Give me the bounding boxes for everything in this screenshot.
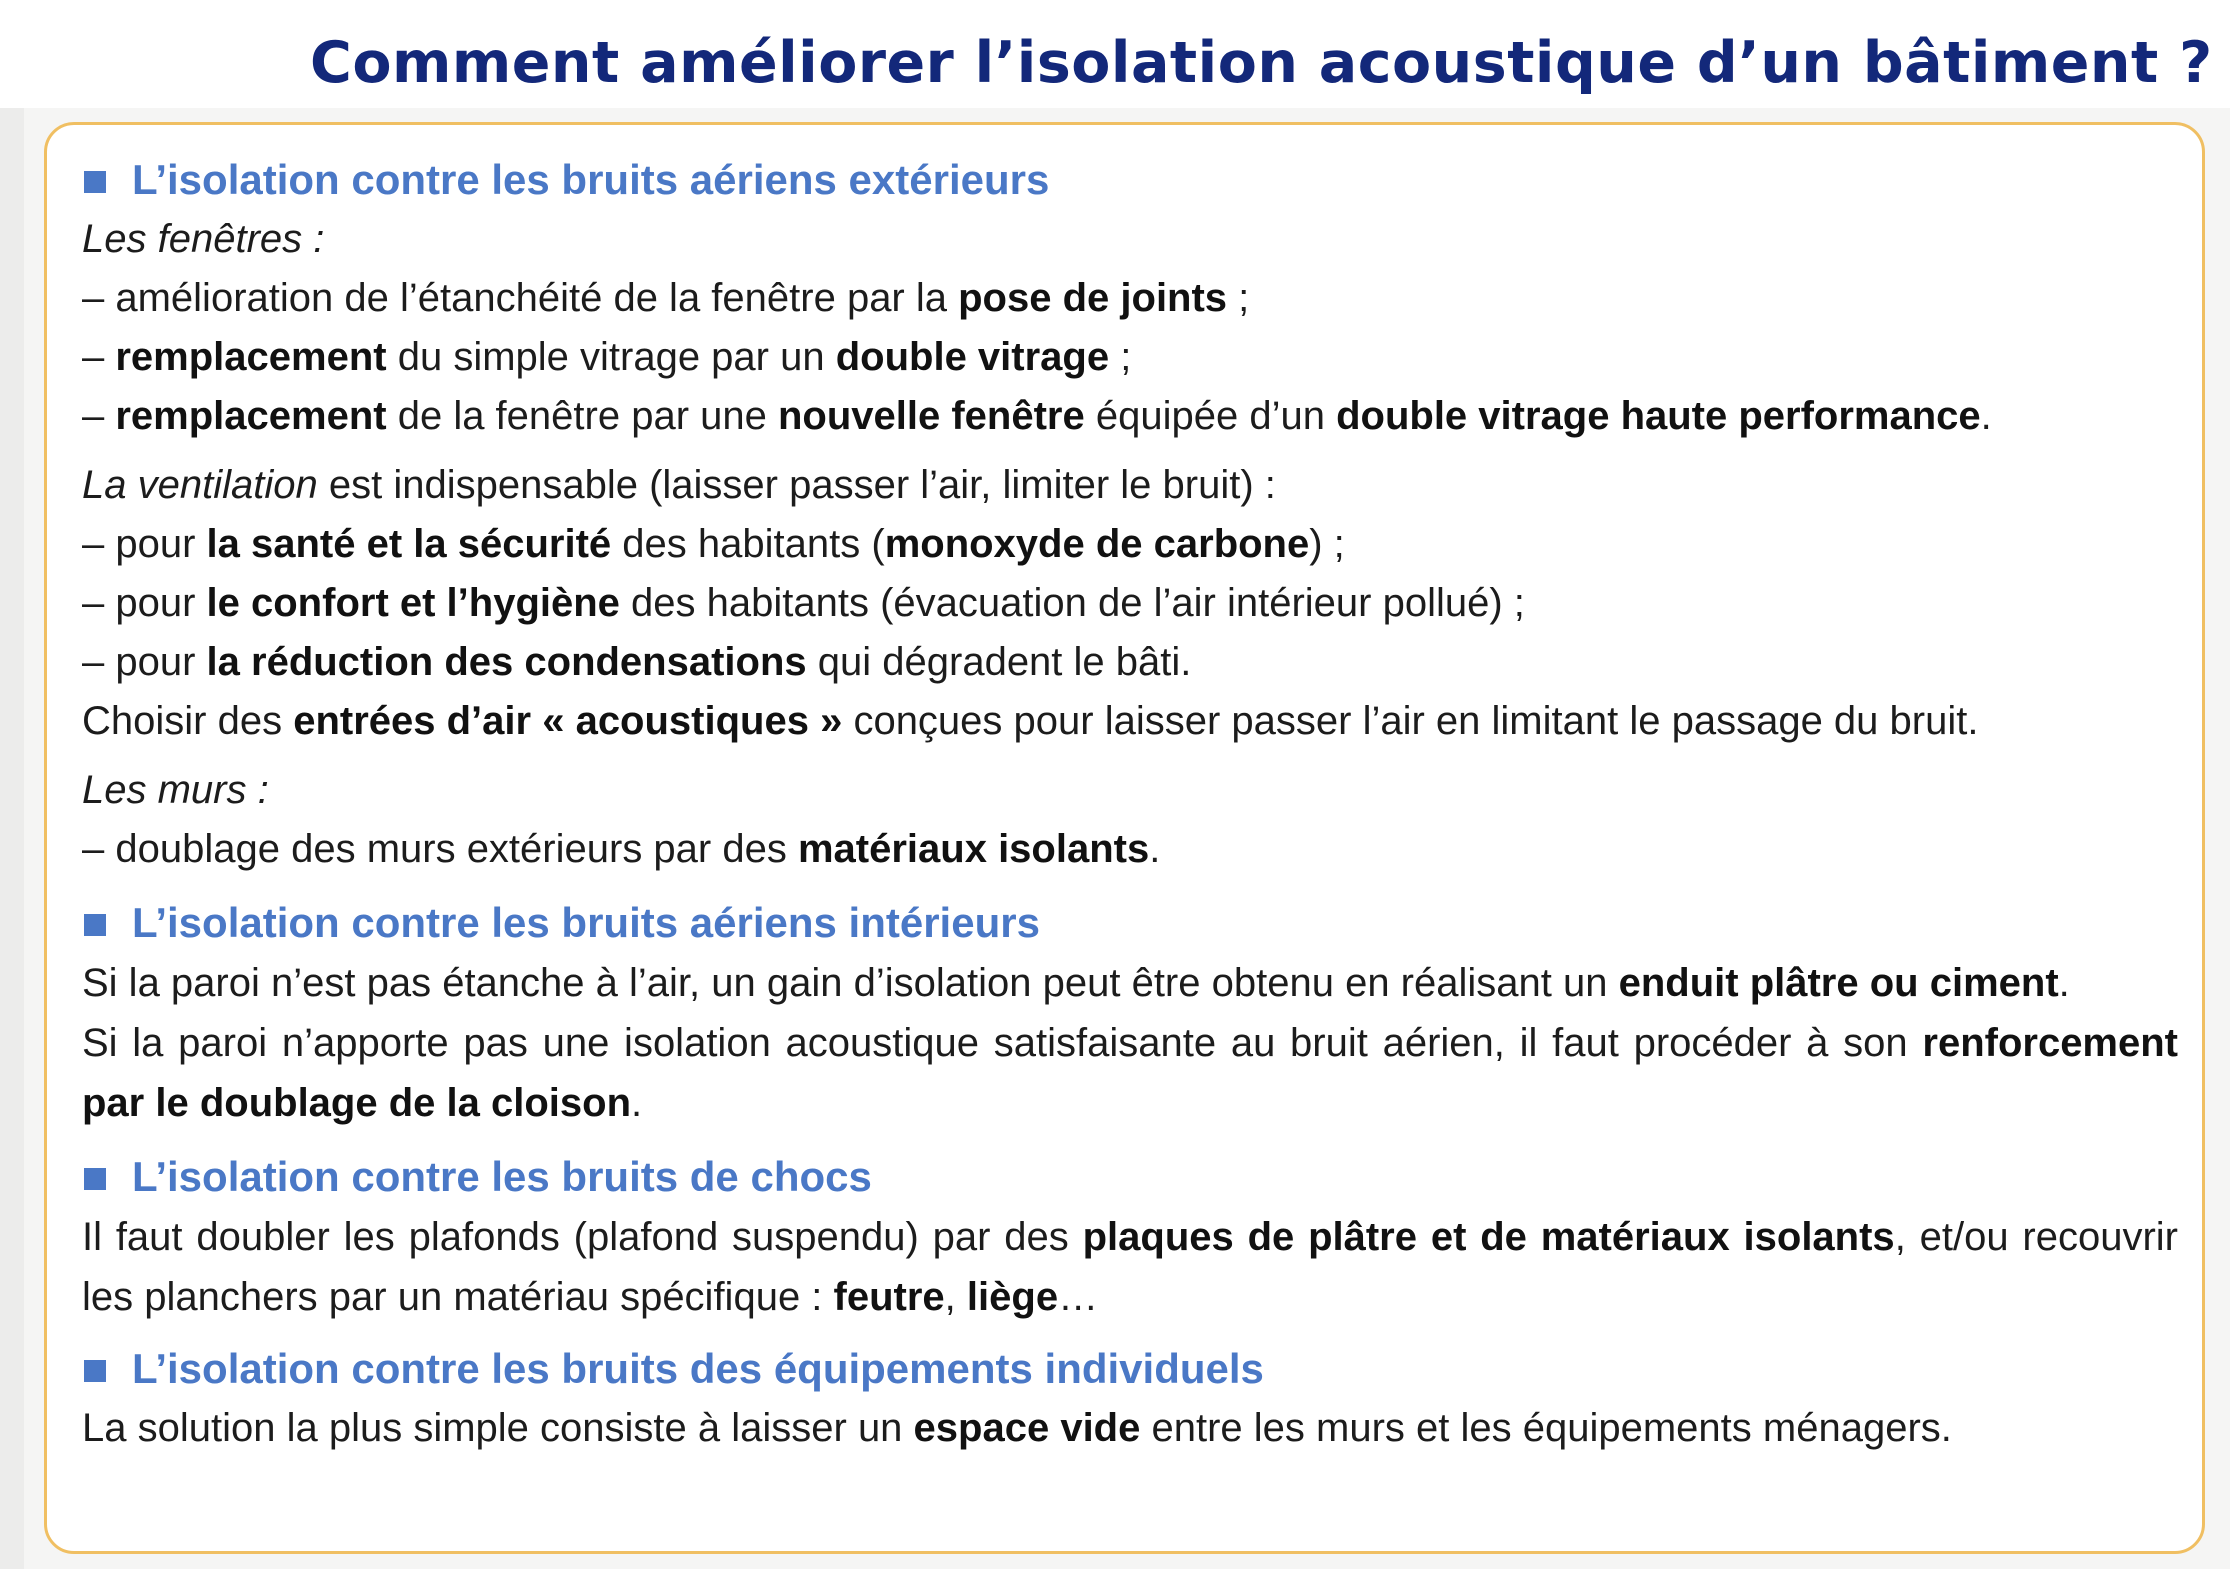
windows-item-3: – remplacement de la fenêtre par une nouvelle fenêtre équipée d’un double vitrage haute performance. (82, 394, 1992, 438)
square-bullet-icon (84, 1360, 106, 1382)
square-bullet-icon (84, 171, 106, 193)
section-heading-interior (82, 893, 2178, 953)
impact-paragraph: Il faut doubler les plafonds (plafond suspendu) par des plaques de plâtre et de matériaux isolants, et/ou recouvrir les planchers par un matériau spécifique : feutre, liège… (82, 1215, 2178, 1319)
section-heading-label: L’isolation contre les bruits aériens extérieurs (132, 156, 1050, 203)
section-heading-equipment (82, 1339, 2178, 1399)
ventilation-item-2: – pour le confort et l’hygiène des habitants (évacuation de l’air intérieur pollué) ; (82, 581, 1525, 625)
ventilation-intro: La ventilation est indispensable (laisser passer l’air, limiter le bruit) : (82, 463, 1276, 507)
windows-item-2: – remplacement du simple vitrage par un double vitrage ; (82, 335, 1132, 379)
windows-item-1: – amélioration de l’étanchéité de la fenêtre par la pose de joints ; (82, 276, 1250, 320)
square-bullet-icon (84, 914, 106, 936)
interior-paragraph-2: Si la paroi n’apporte pas une isolation acoustique satisfaisante au bruit aérien, il faut procéder à son renforcement par le doublage de la cloison. (82, 1021, 2178, 1125)
section-heading-label: L’isolation contre les bruits aériens intérieurs (132, 899, 1040, 946)
walls-label: Les murs : (82, 768, 269, 812)
section-heading-label: L’isolation contre les bruits de chocs (132, 1153, 872, 1200)
content-body (82, 150, 2178, 1458)
page-title: Comment améliorer l’isolation acoustique d’un bâtiment ? (310, 30, 2213, 96)
page-edge-strip (0, 108, 24, 1569)
ventilation-item-3: – pour la réduction des condensations qui dégradent le bâti. (82, 640, 1192, 684)
square-bullet-icon (84, 1168, 106, 1190)
walls-item: – doublage des murs extérieurs par des matériaux isolants. (82, 827, 1161, 871)
ventilation-choose: Choisir des entrées d’air « acoustiques » conçues pour laisser passer l’air en limitant le passage du bruit. (82, 699, 1979, 743)
section-heading-exterior (82, 150, 2178, 210)
section-heading-impact (82, 1147, 2178, 1207)
equipment-paragraph: La solution la plus simple consiste à laisser un espace vide entre les murs et les équipements ménagers. (82, 1406, 1952, 1450)
windows-label: Les fenêtres : (82, 217, 325, 261)
ventilation-item-1: – pour la santé et la sécurité des habitants (monoxyde de carbone) ; (82, 522, 1345, 566)
interior-paragraph-1: Si la paroi n’est pas étanche à l’air, un gain d’isolation peut être obtenu en réalisant un enduit plâtre ou ciment. (82, 961, 2070, 1005)
section-heading-label: L’isolation contre les bruits des équipements individuels (132, 1345, 1264, 1392)
